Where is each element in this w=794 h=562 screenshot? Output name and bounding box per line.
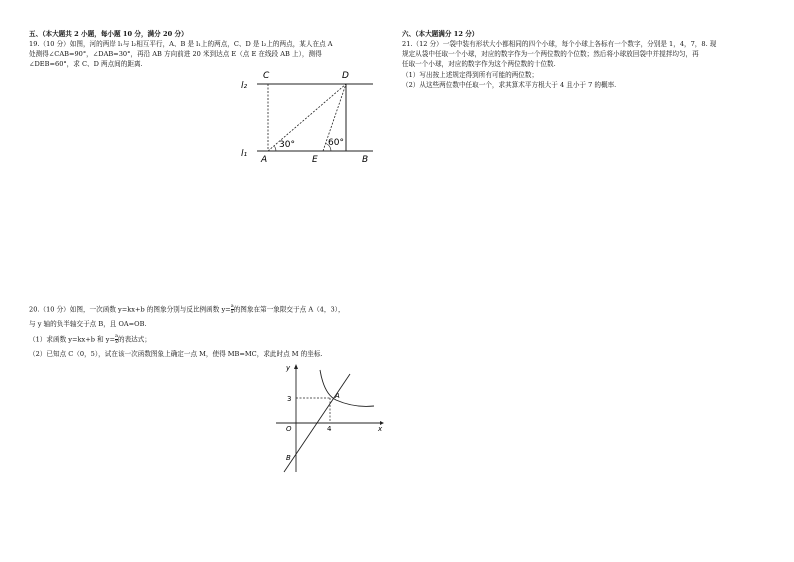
- q20-line-3-text-b: 的表达式；: [118, 335, 151, 344]
- q20-line-1-tail: 的图象在第一象限交于点 A（4，3），: [233, 305, 345, 314]
- q20-line-3-frac-den: x: [115, 339, 118, 345]
- label-angle-a: 30°: [279, 140, 295, 150]
- label-a: A: [335, 392, 340, 400]
- q19-line-1: 19.（10 分）如图，河的两岸 l₁与 l₂相互平行，A、B 是 l₁上的两点，C、D 是 l₂上的两点，某人在点 A: [29, 40, 333, 48]
- label-angle-e: 60°: [328, 138, 344, 148]
- angle-arc-a: [275, 146, 277, 151]
- q19-line-3: ∠DEB=60°，求 C、D 两点间的距离.: [29, 60, 143, 68]
- q20-line-1-frac-num: a: [230, 303, 234, 309]
- q20-line-3: [29, 334, 151, 345]
- label-b: B: [286, 454, 291, 462]
- label-l1: l₁: [241, 149, 248, 159]
- section-6-heading: 六、（本大题满分 12 分）: [402, 30, 479, 38]
- label-x: x: [378, 425, 383, 433]
- label-e: E: [312, 155, 318, 165]
- y-axis-arrow: [294, 364, 298, 369]
- q20-line-1-frac-den: x: [230, 309, 234, 315]
- label-b: B: [362, 155, 369, 165]
- q21-line-1: 21.（12 分）一袋中装有形状大小都相同的四个小球，每个小球上各标有一个数字，分别是 1，4，7，8. 现: [402, 40, 717, 48]
- label-d: D: [342, 71, 349, 81]
- q20-line-3-frac-num: a: [115, 333, 118, 339]
- label-y: y: [286, 364, 291, 372]
- label-o: O: [286, 425, 292, 433]
- q20-line-2: 与 y 轴的负半轴交于点 B，且 OA=OB.: [29, 320, 147, 328]
- q20-line-4: （2）已知点 C（0，5），试在该一次函数图象上确定一点 M，使得 MB=MC，求此时点 M 的坐标.: [29, 350, 323, 358]
- q21-line-3: 任取一个小球，对应的数字作为这个两位数的十位数.: [402, 60, 556, 68]
- section-5-heading: 五、（本大题共 2 小题，每小题 10 分，满分 20 分）: [29, 30, 188, 38]
- label-3: 3: [287, 395, 292, 403]
- label-a: A: [261, 155, 268, 165]
- q20-line-1-text: 20.（10 分）如图，一次函数 y=kx+b 的图象分别与反比例函数 y=: [29, 305, 231, 314]
- q21-line-2: 规定从袋中任取一个小球，对应的数字作为一个两位数的个位数；然后将小球放回袋中并搅拌均匀，再: [402, 50, 699, 58]
- q21-line-5: （2）从这些两位数中任取一个，求其算术平方根大于 4 且小于 7 的概率.: [402, 81, 617, 89]
- q20-line-3-text-a: （1）求函数 y=kx+b 和 y=: [29, 335, 116, 344]
- label-l2: l₂: [241, 81, 248, 91]
- q20-figure: [268, 360, 388, 475]
- q19-line-2: 处测得∠CAB=90°，∠DAB=30°，再沿 AB 方向前进 20 米到达点 E（点 E 在线段 AB 上），测得: [29, 50, 322, 58]
- label-c: C: [263, 71, 270, 81]
- q19-figure: [235, 66, 385, 166]
- hyperbola-graph: [320, 370, 374, 406]
- q21-line-4: （1）写出按上述规定得到所有可能的两位数；: [402, 71, 539, 79]
- q20-line-1: [29, 304, 345, 315]
- label-4: 4: [327, 425, 332, 433]
